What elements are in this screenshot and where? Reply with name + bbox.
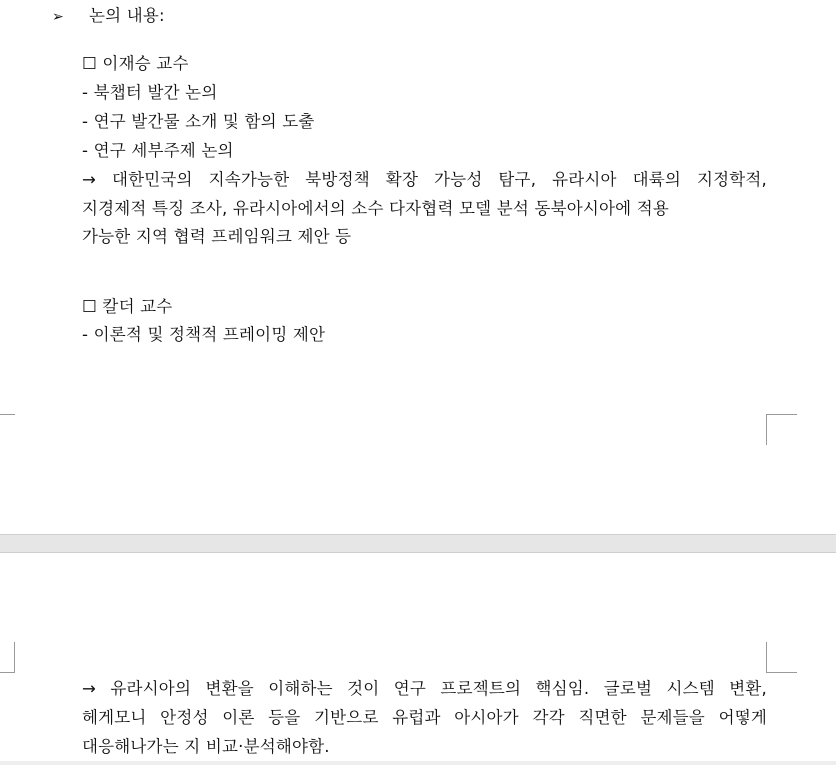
- lee-detail-line-2: 지경제적 특징 조사, 유라시아에서의 소수 다자협력 모델 분석 동북아시아에 적용: [82, 199, 670, 218]
- lee-heading: ☐ 이재승 교수: [82, 54, 189, 73]
- crop-mark-bottom-left: [0, 414, 15, 445]
- crop-mark-top-left: [0, 642, 15, 673]
- lee-detail-line-3: 가능한 지역 협력 프레임워크 제안 등: [82, 227, 352, 246]
- next-page-line-3: 대응해나가는 지 비교·분석해야함.: [82, 737, 330, 756]
- calder-heading: ☐ 칼더 교수: [82, 297, 173, 316]
- lee-detail-line-1: → 대한민국의 지속가능한 북방정책 확장 가능성 탐구, 유라시아 대륙의 지정학적,: [82, 170, 767, 189]
- page-separator: [0, 534, 836, 553]
- section-title: 논의 내용:: [89, 6, 165, 25]
- document-page-2: [0, 553, 836, 765]
- crop-mark-top-right: [766, 642, 797, 673]
- next-page-line-1: → 유라시아의 변환을 이해하는 것이 연구 프로젝트의 핵심임. 글로벌 시스템 변환,: [82, 679, 767, 698]
- lee-item-3: - 연구 세부주제 논의: [82, 141, 234, 160]
- next-page-line-2: 헤게모니 안정성 이론 등을 기반으로 유럽과 아시아가 각각 직면한 문제들을 어떻게: [82, 708, 767, 727]
- lee-item-1: - 북챕터 발간 논의: [82, 83, 218, 102]
- lee-item-2: - 연구 발간물 소개 및 함의 도출: [82, 112, 315, 131]
- calder-item-1: - 이론적 및 정책적 프레이밍 제안: [82, 325, 326, 344]
- crop-mark-bottom-right: [766, 414, 797, 445]
- bottom-scroll-strip: [0, 761, 836, 765]
- arrow-bullet-icon: ➢: [52, 9, 64, 25]
